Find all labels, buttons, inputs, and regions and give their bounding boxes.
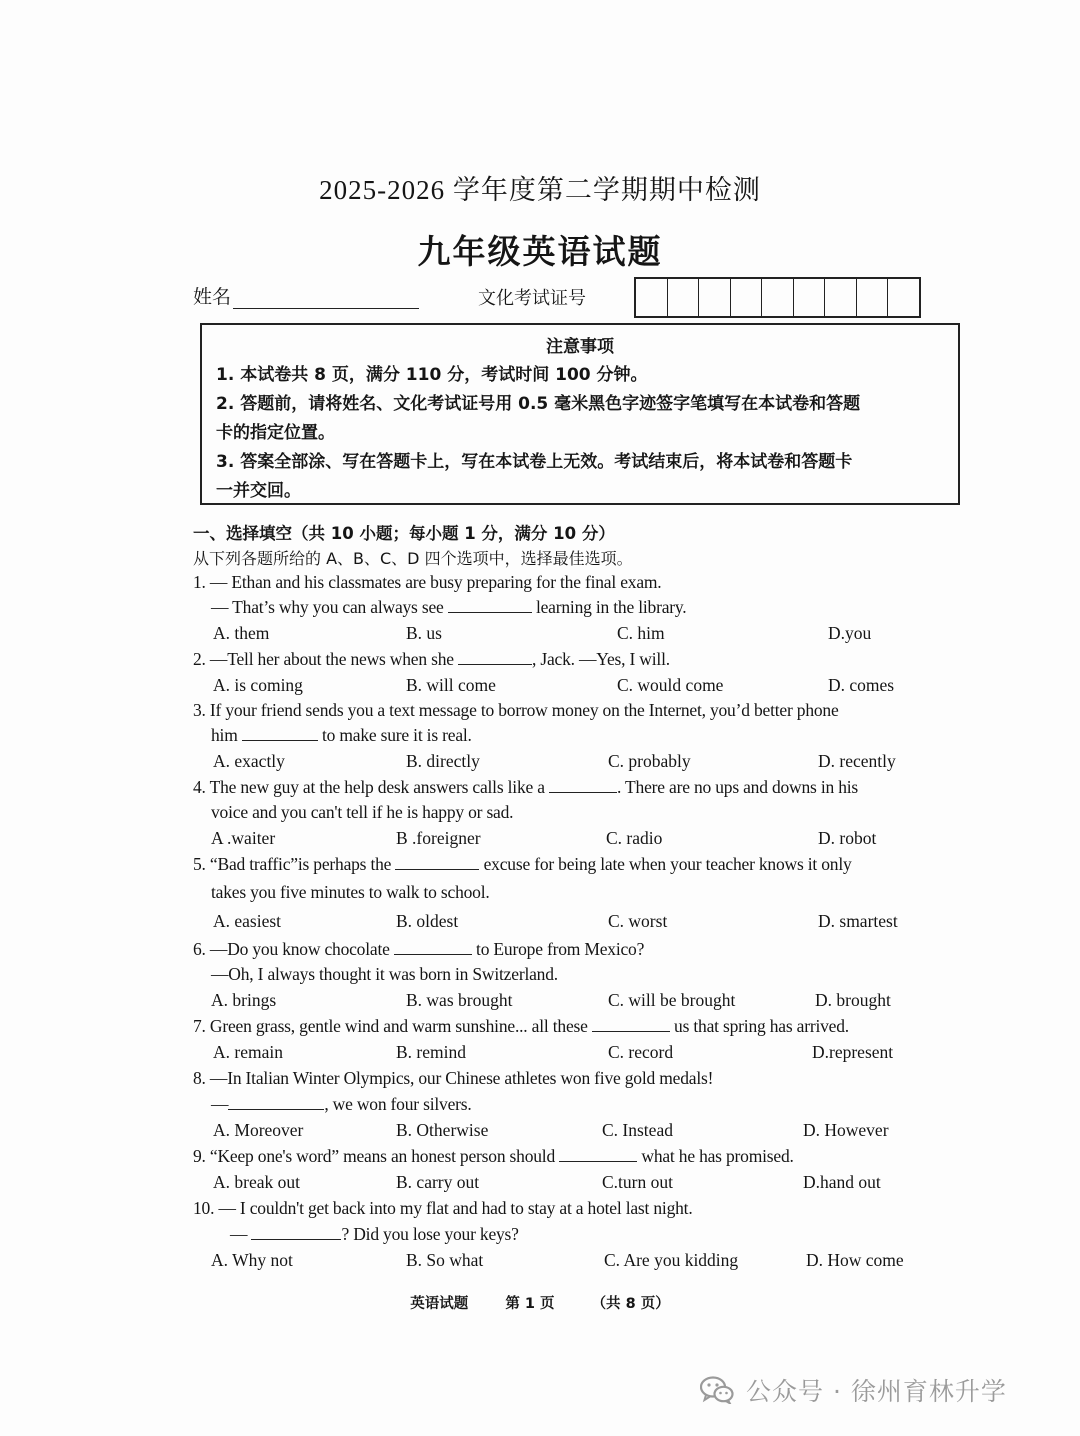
notice-item: 3. 答案全部涂、写在答题卡上，写在本试卷上无效。考试结束后，将本试卷和答题卡 bbox=[216, 452, 853, 472]
question-text: 1. — Ethan and his classmates are busy preparing for the final exam. bbox=[193, 572, 662, 592]
answer-blank bbox=[395, 855, 479, 870]
question-text: 7. Green grass, gentle wind and warm sunshine... all these bbox=[193, 1016, 592, 1036]
option-d: D.you bbox=[828, 623, 872, 643]
exam-title: 2025-2026 学年度第二学期期中检测 bbox=[319, 175, 761, 205]
watermark-text: 公众号 · 徐州育林升学 bbox=[746, 1377, 1007, 1406]
question-text: 6. —Do you know chocolate bbox=[193, 939, 394, 959]
answer-blank bbox=[458, 650, 532, 665]
option-b: B. oldest bbox=[396, 911, 459, 931]
question-3-line2 bbox=[211, 725, 472, 746]
question-8-line bbox=[193, 1068, 713, 1089]
option-a: A. Why not bbox=[211, 1250, 293, 1270]
id-digit-box[interactable] bbox=[668, 279, 700, 316]
question-9-line bbox=[193, 1146, 794, 1167]
id-digit-box[interactable] bbox=[731, 279, 763, 316]
question-text: takes you five minutes to walk to school. bbox=[211, 882, 490, 902]
question-text: ? Did you lose your keys? bbox=[341, 1224, 519, 1244]
watermark bbox=[700, 1372, 1007, 1408]
id-digit-box[interactable] bbox=[888, 279, 919, 316]
question-text: 8. —In Italian Winter Olympics, our Chinese athletes won five gold medals! bbox=[193, 1068, 714, 1088]
name-label: 姓名 bbox=[193, 287, 232, 308]
question-2-line bbox=[193, 649, 670, 670]
option-a: A. brings bbox=[211, 990, 277, 1010]
question-text: us that spring has arrived. bbox=[669, 1016, 849, 1036]
option-c: C. record bbox=[608, 1042, 674, 1062]
notice-title: 注意事项 bbox=[546, 337, 614, 357]
option-c: C. him bbox=[617, 623, 665, 643]
answer-blank bbox=[394, 940, 472, 955]
option-c: C. probably bbox=[608, 751, 691, 771]
option-b: B. directly bbox=[406, 751, 480, 771]
footer-subject: 英语试题 bbox=[410, 1296, 469, 1312]
option-d: D. recently bbox=[818, 751, 896, 771]
question-text: 3. If your friend sends you a text message to borrow money on the Internet, you’d better phone bbox=[193, 700, 839, 720]
question-5-line2 bbox=[211, 882, 490, 903]
option-c: C. will be brought bbox=[608, 990, 736, 1010]
option-a: A. exactly bbox=[213, 751, 285, 771]
id-digit-box[interactable] bbox=[825, 279, 857, 316]
question-text: 5. “Bad traffic”is perhaps the bbox=[193, 854, 396, 874]
id-digit-box[interactable] bbox=[636, 279, 668, 316]
question-6-line bbox=[193, 939, 644, 960]
question-7-line bbox=[193, 1016, 849, 1037]
notice-item: 卡的指定位置。 bbox=[216, 423, 335, 443]
option-d: D. smartest bbox=[818, 911, 898, 931]
answer-blank bbox=[559, 1147, 637, 1162]
option-b: B. carry out bbox=[396, 1172, 480, 1192]
question-6-response bbox=[211, 964, 558, 985]
answer-blank bbox=[228, 1095, 324, 1110]
section-instruction: 从下列各题所给的 A、B、C、D 四个选项中，选择最佳选项。 bbox=[193, 549, 633, 568]
option-d: D. brought bbox=[815, 990, 891, 1010]
question-text: — That’s why you can always see bbox=[211, 597, 448, 617]
question-4-line bbox=[193, 777, 858, 798]
option-a: A .waiter bbox=[211, 828, 276, 848]
option-c: C. radio bbox=[606, 828, 663, 848]
page-footer bbox=[0, 1292, 1080, 1313]
question-text: 4. The new guy at the help desk answers calls like a bbox=[193, 777, 549, 797]
option-d: D. comes bbox=[828, 675, 895, 695]
question-text: , we won four silvers. bbox=[324, 1094, 472, 1114]
option-d: D. However bbox=[803, 1120, 889, 1140]
id-digit-box[interactable] bbox=[857, 279, 889, 316]
option-a: A. easiest bbox=[213, 911, 282, 931]
option-b: B. will come bbox=[406, 675, 496, 695]
id-digit-box[interactable] bbox=[699, 279, 731, 316]
option-a: A. them bbox=[213, 623, 270, 643]
option-a: A. remain bbox=[213, 1042, 283, 1062]
question-10-line bbox=[193, 1198, 693, 1219]
option-a: A. break out bbox=[213, 1172, 300, 1192]
answer-blank bbox=[242, 726, 318, 741]
answer-blank bbox=[251, 1225, 341, 1240]
option-c: C. worst bbox=[608, 911, 668, 931]
question-text: , Jack. —Yes, I will. bbox=[532, 649, 670, 669]
option-c: C. Are you kidding bbox=[604, 1250, 739, 1270]
wechat-icon bbox=[700, 1376, 734, 1404]
notice-item: 2. 答题前，请将姓名、文化考试证号用 0.5 毫米黑色字迹签字笔填写在本试卷和答题 bbox=[216, 394, 861, 414]
question-10-response bbox=[230, 1224, 519, 1245]
id-digit-box[interactable] bbox=[762, 279, 794, 316]
footer-total: （共 8 页） bbox=[591, 1296, 670, 1312]
option-b: B. So what bbox=[406, 1250, 484, 1270]
id-digit-box[interactable] bbox=[794, 279, 826, 316]
answer-blank bbox=[549, 778, 617, 793]
question-text: 9. “Keep one's word” means an honest person should bbox=[193, 1146, 560, 1166]
question-text: — bbox=[230, 1224, 252, 1244]
question-1-response bbox=[211, 597, 686, 618]
question-text: voice and you can't tell if he is happy or sad. bbox=[211, 802, 514, 822]
question-5-line bbox=[193, 854, 852, 875]
option-d: D. How come bbox=[806, 1250, 904, 1270]
question-text: to make sure it is real. bbox=[317, 725, 472, 745]
question-8-response bbox=[211, 1094, 472, 1115]
question-text: excuse for being late when your teacher knows it only bbox=[479, 854, 852, 874]
notice-item: 1. 本试卷共 8 页，满分 110 分，考试时间 100 分钟。 bbox=[216, 365, 648, 385]
option-b: B. remind bbox=[396, 1042, 466, 1062]
id-number-boxes[interactable] bbox=[634, 277, 921, 318]
option-a: A. Moreover bbox=[213, 1120, 304, 1140]
question-text: learning in the library. bbox=[531, 597, 687, 617]
answer-blank bbox=[592, 1017, 670, 1032]
answer-blank bbox=[448, 598, 532, 613]
question-text: what he has promised. bbox=[637, 1146, 794, 1166]
question-text: 10. — I couldn't get back into my flat and had to stay at a hotel last night. bbox=[193, 1198, 693, 1218]
question-text: —Oh, I always thought it was born in Switzerland. bbox=[211, 964, 558, 984]
question-text: . There are no ups and downs in his bbox=[617, 777, 859, 797]
name-field bbox=[193, 282, 419, 309]
exam-subtitle: 九年级英语试题 bbox=[417, 235, 663, 271]
question-text: him bbox=[211, 725, 242, 745]
footer-page: 第 1 页 bbox=[505, 1296, 555, 1312]
question-text: — bbox=[211, 1094, 229, 1114]
option-c: C. Instead bbox=[602, 1120, 673, 1140]
option-d: D.represent bbox=[812, 1042, 894, 1062]
question-text: 2. —Tell her about the news when she bbox=[193, 649, 458, 669]
option-a: A. is coming bbox=[213, 675, 303, 695]
question-1-line bbox=[193, 572, 661, 593]
question-4-line2 bbox=[211, 802, 513, 823]
option-b: B. was brought bbox=[406, 990, 513, 1010]
option-c: C. would come bbox=[617, 675, 724, 695]
option-b: B. us bbox=[406, 623, 442, 643]
notice-item: 一并交回。 bbox=[216, 481, 301, 501]
option-d: D. robot bbox=[818, 828, 877, 848]
name-blank[interactable] bbox=[233, 288, 419, 309]
section-header: 一、选择填空（共 10 小题；每小题 1 分，满分 10 分） bbox=[193, 524, 615, 543]
option-b: B .foreigner bbox=[396, 828, 481, 848]
notice-box bbox=[200, 323, 960, 505]
question-3-line bbox=[193, 700, 839, 721]
option-b: B. Otherwise bbox=[396, 1120, 489, 1140]
question-text: to Europe from Mexico? bbox=[471, 939, 645, 959]
option-d: D.hand out bbox=[803, 1172, 881, 1192]
id-label: 文化考试证号 bbox=[478, 288, 586, 308]
option-c: C.turn out bbox=[602, 1172, 673, 1192]
